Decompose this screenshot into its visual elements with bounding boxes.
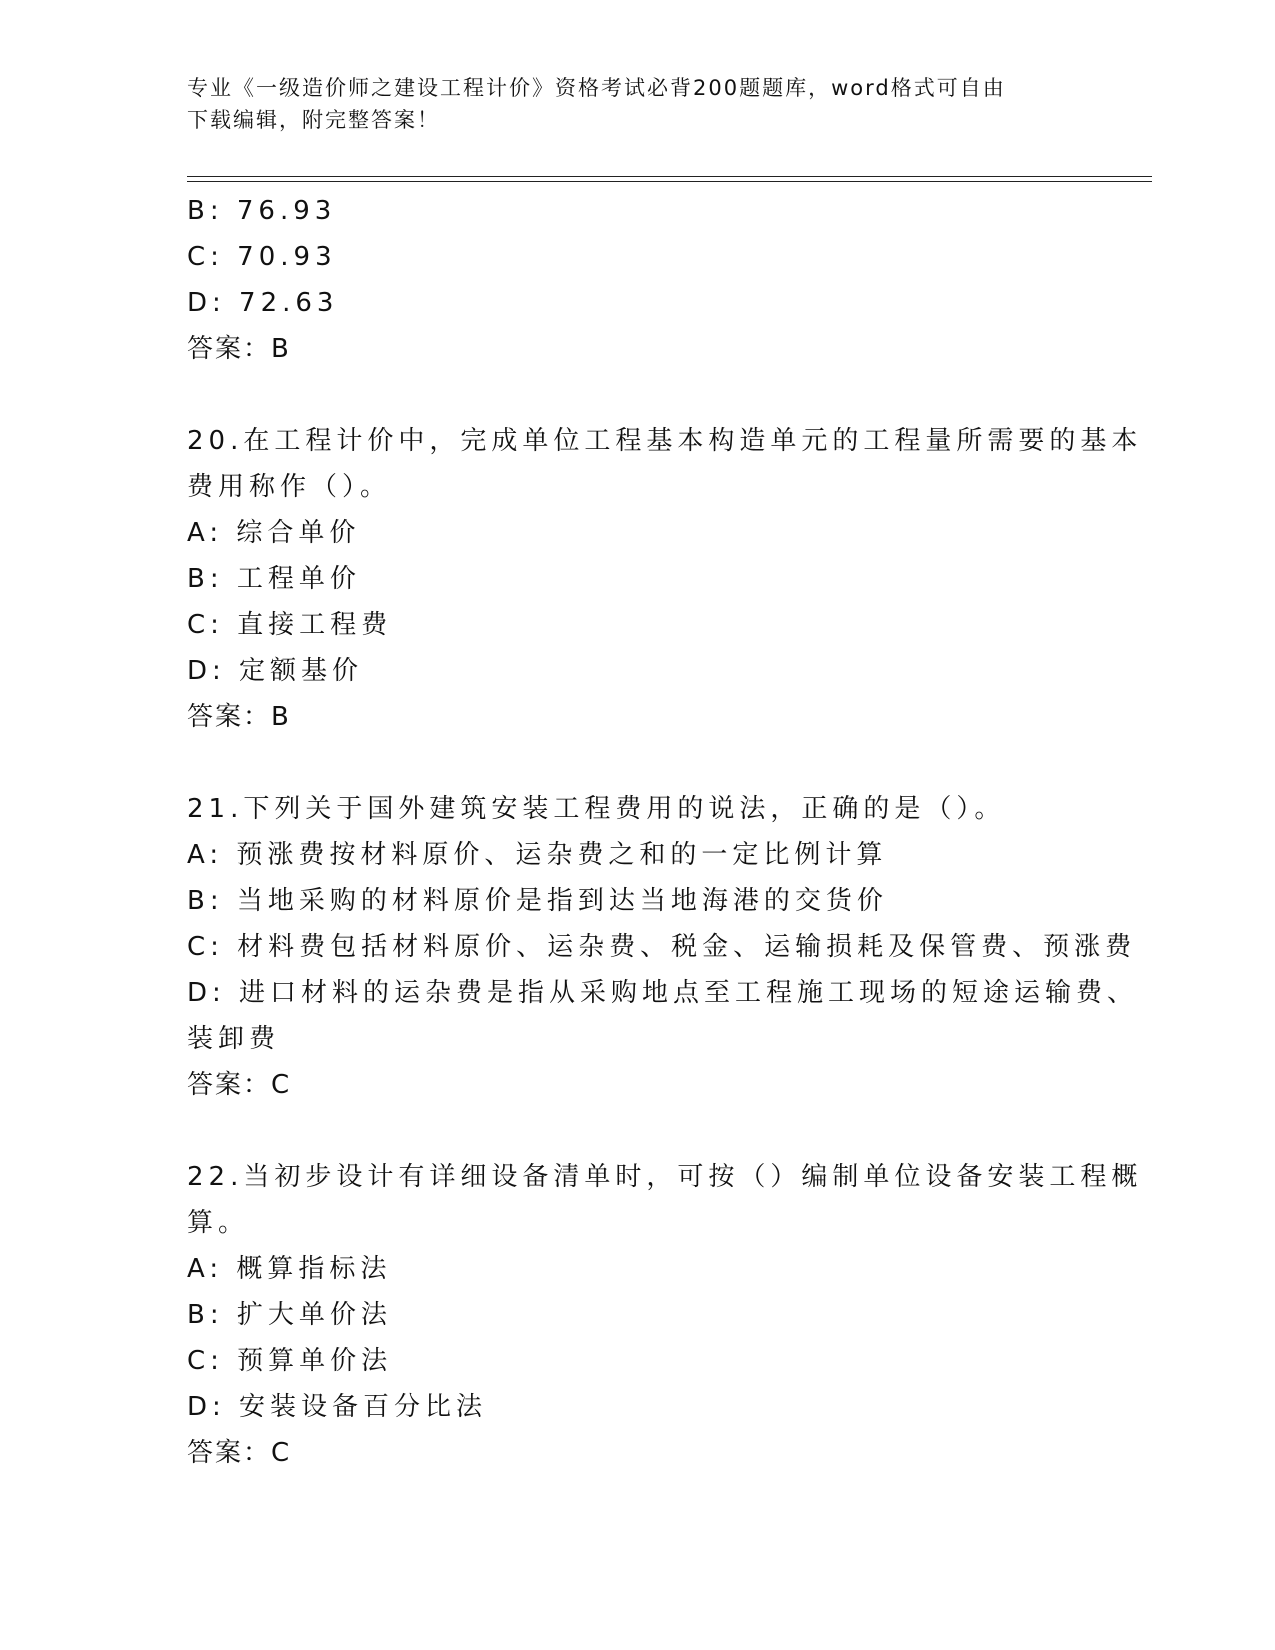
option-c: C: 材料费包括材料原价、运杂费、税金、运输损耗及保管费、预涨费 (187, 932, 1137, 962)
question-stem: 22.当初步设计有详细设备清单时，可按（）编制单位设备安装工程概 (187, 1162, 1143, 1192)
option-d: D: 72.63 (187, 288, 339, 318)
answer-line: 答案：B (187, 334, 291, 364)
option-b: B: 当地采购的材料原价是指到达当地海港的交货价 (187, 886, 888, 916)
answer-line: 答案：C (187, 1438, 292, 1468)
question-stem: 算。 (187, 1208, 250, 1238)
question-20 (187, 418, 1143, 740)
option-a: A: 预涨费按材料原价、运杂费之和的一定比例计算 (187, 840, 888, 870)
question-22 (187, 1154, 1143, 1476)
option-c: C: 70.93 (187, 242, 337, 272)
option-c: C: 直接工程费 (187, 610, 393, 640)
option-d: D: 安装设备百分比法 (187, 1392, 488, 1422)
prev-question-tail (187, 188, 1087, 372)
option-b: B: 扩大单价法 (187, 1300, 392, 1330)
answer-line: 答案：C (187, 1070, 292, 1100)
question-stem: 费用称作（）。 (187, 472, 392, 502)
option-d: D: 进口材料的运杂费是指从采购地点至工程施工现场的短途运输费、 (187, 978, 1139, 1008)
header-line-2: 下载编辑，附完整答案！ (187, 108, 440, 132)
option-a: A: 综合单价 (187, 518, 361, 548)
option-b: B: 工程单价 (187, 564, 361, 594)
question-stem: 21.下列关于国外建筑安装工程费用的说法，正确的是（）。 (187, 794, 1006, 824)
question-list (187, 188, 1143, 1476)
header-divider-bottom (187, 181, 1152, 182)
header-divider-top (187, 176, 1152, 177)
option-d-continued: 装卸费 (187, 1024, 281, 1054)
option-a: A: 概算指标法 (187, 1254, 392, 1284)
option-b: B: 76.93 (187, 196, 337, 226)
header-line-1: 专业《一级造价师之建设工程计价》资格考试必背200题题库，word格式可自由 (187, 76, 1006, 100)
option-c: C: 预算单价法 (187, 1346, 393, 1376)
question-stem: 20.在工程计价中，完成单位工程基本构造单元的工程量所需要的基本 (187, 426, 1143, 456)
option-d: D: 定额基价 (187, 656, 364, 686)
page-header (187, 72, 1087, 136)
question-21 (187, 786, 1139, 1108)
answer-line: 答案：B (187, 702, 291, 732)
